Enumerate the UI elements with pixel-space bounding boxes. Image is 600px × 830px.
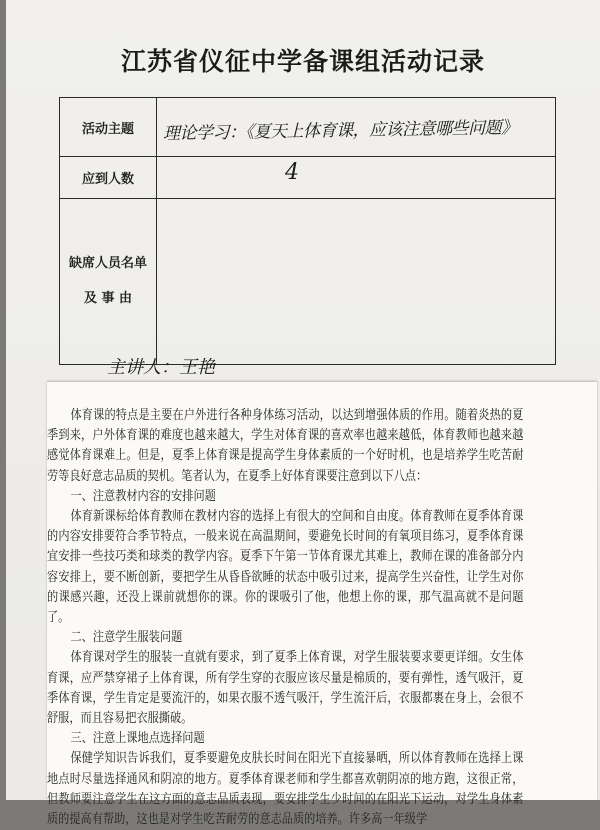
- page-title: 江苏省仪征中学备课组活动记录: [120, 47, 485, 76]
- attendance-handwritten-value: 4: [285, 160, 299, 185]
- article-paragraph: 体育课对学生的服装一直就有要求，到了夏季上体育课，对学生服装要求要更详细。女生体育课，应严禁穿裙子上体育课，所有学生穿的衣服应该尽量是棉质的，要有弹性，透气吸汗，夏季体育课，学生肯定是要流汗的，如果衣服不透气吸汗，学生流汗后，衣服都裹在身上，会很不舒服，而且容易把衣服撕破。: [47, 650, 524, 727]
- attendance-row: [60, 156, 555, 199]
- topic-row: [60, 98, 555, 157]
- article-paragraph: 体育新课标给体育教师在教材内容的选择上有很大的空间和自由度。体育教师在夏季体育课的内容安排要符合季节特点，一般来说在高温期间，要避免长时间的有氧项目练习，夏季体育课宜安排一些技巧类和球类的教学内容。夏季下午第一节体育课尤其难上，教师在课的准备部分内容安排上，要不断创新，要把学生从昏昏欲睡的状态中吸引过来，提高学生兴奋性，让学生对你的课感兴趣，还没上课前就想你的课。你的课吸引了他，他想上你的课，那气温高就不是问题了。: [47, 509, 524, 626]
- section-heading: 三、注意上课地点选择问题: [70, 731, 205, 747]
- absentee-label-line1: 缺席人员名单: [68, 255, 147, 271]
- article-body: [47, 406, 523, 830]
- attendance-label: 应到人数: [60, 156, 157, 198]
- pasted-article-paper: [47, 382, 597, 828]
- topic-value-cell: [157, 98, 555, 156]
- absentee-label-line2: 及 事 由: [83, 291, 133, 306]
- activity-record-table: [59, 97, 556, 365]
- speaker-handwritten: 主讲人：王艳: [107, 357, 215, 378]
- absentee-label: [60, 198, 157, 364]
- topic-label: 活动主题: [60, 98, 157, 156]
- absentee-value-cell: [157, 198, 555, 364]
- topic-handwritten-value: 理论学习：《夏天上体育课，应该注意哪些问题》: [162, 117, 518, 145]
- attendance-value-cell: [157, 156, 555, 198]
- article-paragraph: 体育课的特点是主要在户外进行各种身体练习活动，以达到增强体质的作用。随着炎热的夏季到来，户外体育课的难度也越来越大，学生对体育课的喜欢率也越来越低，体育教师也越来越感觉体育课难上。但是，夏季上体育课是提高学生身体素质的一个好时机，也是培养学生吃苦耐劳等良好意志品质的契机。笔者认为，在夏季上好体育课要注意到以下八点：: [47, 408, 524, 484]
- article-paragraph: 保健学知识告诉我们，夏季要避免皮肤长时间在阳光下直接暴晒，所以体育教师在选择上课地点时尽量选择通风和阴凉的地方。夏季体育课老师和学生都喜欢朝阴凉的地方跑，这很正常，但教师要注意学生在这方面的意志品质表现，要安排学生少时间的在阳光下运动，对学生身体素质的提高有帮助，这也是对学生吃苦耐劳的意志品质的培养。许多高一年级学: [47, 751, 524, 828]
- absentee-row: [60, 198, 555, 364]
- section-heading: 一、注意教材内容的安排问题: [70, 488, 216, 504]
- section-heading: 二、注意学生服装问题: [70, 630, 183, 646]
